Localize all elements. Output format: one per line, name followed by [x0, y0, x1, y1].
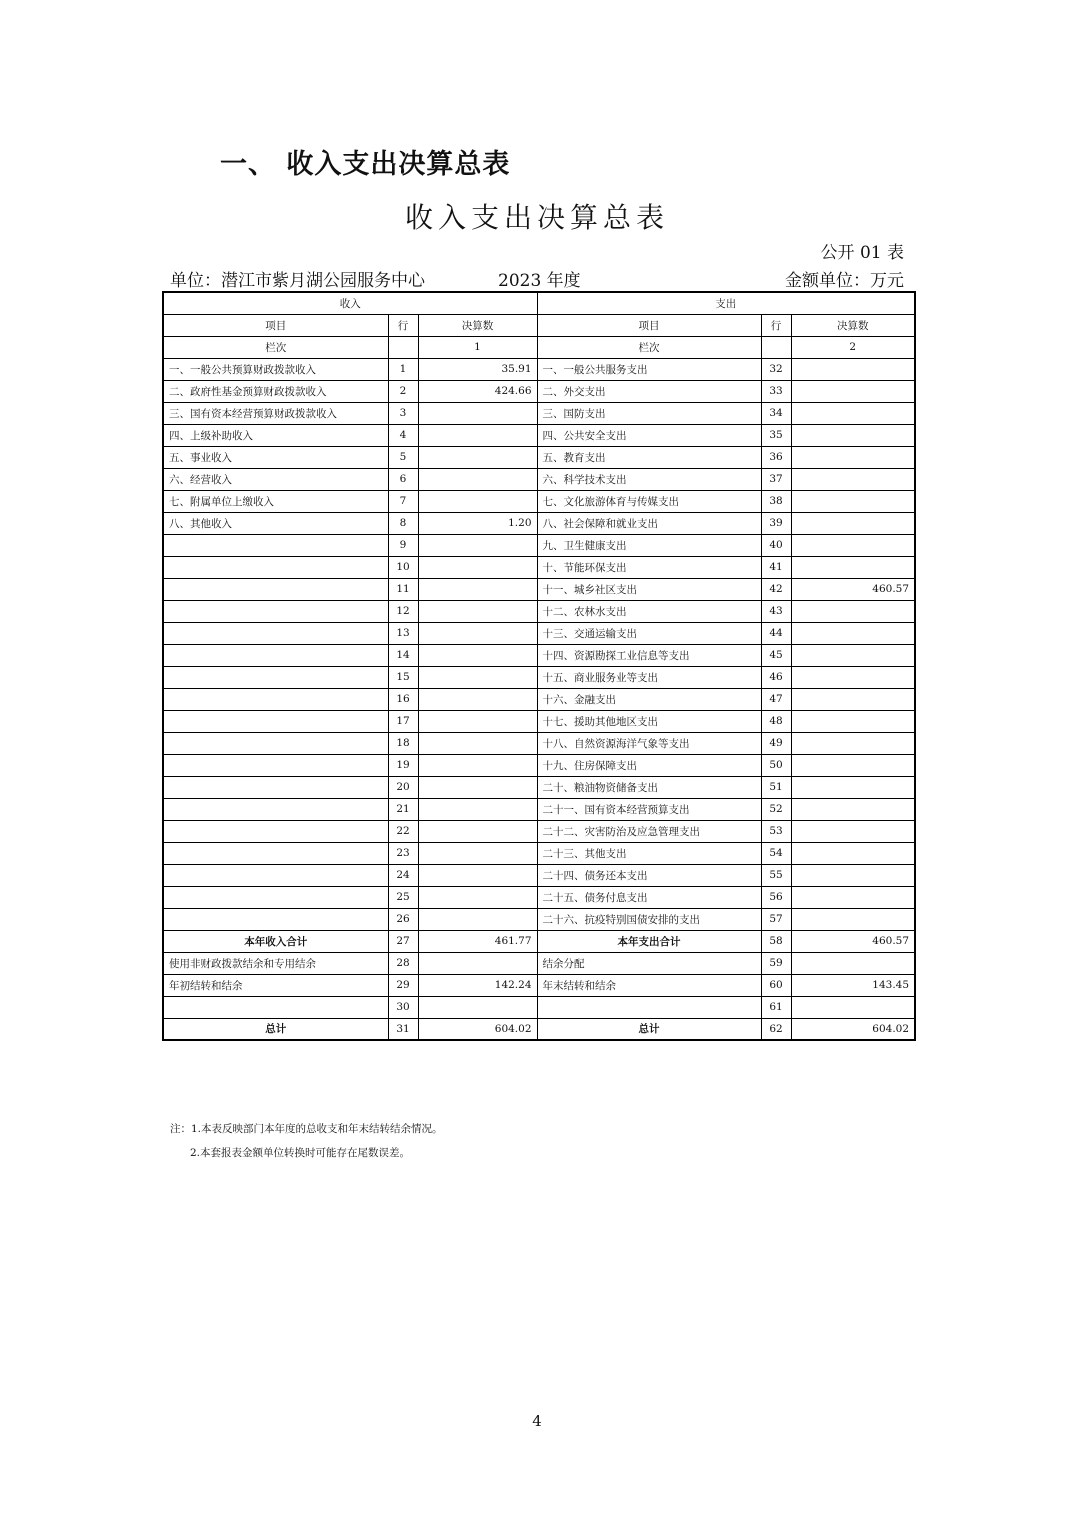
expense-index-label: 栏次	[537, 336, 761, 358]
table-row	[163, 446, 915, 468]
table-row	[163, 732, 915, 754]
expense-amount	[791, 600, 915, 622]
income-amount	[418, 754, 537, 776]
income-group-header: 收入	[163, 292, 537, 314]
income-item	[163, 886, 388, 908]
money-unit: 金额单位：万元	[785, 271, 904, 291]
expense-index-number: 2	[791, 336, 915, 358]
expense-row-number: 40	[761, 534, 791, 556]
income-row-number: 2	[388, 380, 418, 402]
expense-item: 二十五、债务付息支出	[537, 886, 761, 908]
income-item: 年初结转和结余	[163, 974, 388, 996]
reporting-unit: 单位：潜江市紫月湖公园服务中心	[170, 271, 425, 291]
expense-row-number: 37	[761, 468, 791, 490]
form-code: 公开 01 表	[820, 243, 904, 263]
income-amount	[418, 996, 537, 1018]
expense-row-number: 39	[761, 512, 791, 534]
income-row-number: 3	[388, 402, 418, 424]
income-item: 八、其他收入	[163, 512, 388, 534]
income-amount	[418, 556, 537, 578]
income-item	[163, 798, 388, 820]
table-row	[163, 424, 915, 446]
table-row	[163, 556, 915, 578]
expense-item: 二十四、债务还本支出	[537, 864, 761, 886]
expense-row-number: 41	[761, 556, 791, 578]
income-item	[163, 644, 388, 666]
fiscal-year: 2023 年度	[498, 271, 581, 291]
expense-item: 十、节能环保支出	[537, 556, 761, 578]
expense-amount	[791, 490, 915, 512]
income-row-number: 29	[388, 974, 418, 996]
expense-amount	[791, 358, 915, 380]
income-row-number: 8	[388, 512, 418, 534]
income-item: 五、事业收入	[163, 446, 388, 468]
expense-item: 十八、自然资源海洋气象等支出	[537, 732, 761, 754]
expense-item-header: 项目	[537, 314, 761, 336]
expense-row-number: 34	[761, 402, 791, 424]
income-amount	[418, 600, 537, 622]
income-item	[163, 556, 388, 578]
income-index-number: 1	[418, 336, 537, 358]
expense-row-number: 33	[761, 380, 791, 402]
expense-group-header: 支出	[537, 292, 915, 314]
income-item	[163, 820, 388, 842]
expense-amount	[791, 424, 915, 446]
income-amount	[418, 644, 537, 666]
income-item	[163, 776, 388, 798]
income-amount	[418, 798, 537, 820]
income-row-header: 行	[388, 314, 418, 336]
income-item: 一、一般公共预算财政拨款收入	[163, 358, 388, 380]
income-row-number: 24	[388, 864, 418, 886]
income-row-number: 6	[388, 468, 418, 490]
table-row	[163, 380, 915, 402]
expense-row-number: 62	[761, 1018, 791, 1040]
expense-row-number: 38	[761, 490, 791, 512]
income-item: 总计	[163, 1018, 388, 1040]
income-item	[163, 710, 388, 732]
expense-amount	[791, 732, 915, 754]
expense-item: 总计	[537, 1018, 761, 1040]
expense-row-number: 50	[761, 754, 791, 776]
income-item	[163, 996, 388, 1018]
expense-row-number: 54	[761, 842, 791, 864]
table-row	[163, 578, 915, 600]
notes	[170, 1117, 443, 1165]
expense-item: 十七、援助其他地区支出	[537, 710, 761, 732]
table-row	[163, 776, 915, 798]
expense-row-number: 49	[761, 732, 791, 754]
expense-amount	[791, 842, 915, 864]
table-row	[163, 490, 915, 512]
table-row	[163, 842, 915, 864]
table-row	[163, 974, 915, 996]
income-amount	[418, 490, 537, 512]
expense-row-number: 51	[761, 776, 791, 798]
income-item	[163, 688, 388, 710]
income-amount	[418, 908, 537, 930]
income-row-number: 1	[388, 358, 418, 380]
income-row-number: 17	[388, 710, 418, 732]
expense-row-number: 44	[761, 622, 791, 644]
income-amount	[418, 864, 537, 886]
expense-row-number: 52	[761, 798, 791, 820]
income-row-number: 13	[388, 622, 418, 644]
expense-amount	[791, 776, 915, 798]
table-row	[163, 512, 915, 534]
expense-item: 五、教育支出	[537, 446, 761, 468]
income-row-number: 26	[388, 908, 418, 930]
table-row	[163, 358, 915, 380]
expense-amount	[791, 908, 915, 930]
income-row-number: 10	[388, 556, 418, 578]
income-index-row	[388, 336, 418, 358]
income-row-number: 16	[388, 688, 418, 710]
income-item: 三、国有资本经营预算财政拨款收入	[163, 402, 388, 424]
note-1: 注：1.本表反映部门本年度的总收支和年末结转结余情况。	[170, 1123, 443, 1135]
income-item	[163, 578, 388, 600]
expense-item: 二十一、国有资本经营预算支出	[537, 798, 761, 820]
income-item: 七、附属单位上缴收入	[163, 490, 388, 512]
table-row	[163, 754, 915, 776]
page-number: 4	[532, 1412, 542, 1430]
income-row-number: 19	[388, 754, 418, 776]
income-amount	[418, 776, 537, 798]
income-amount: 1.20	[418, 512, 537, 534]
income-row-number: 30	[388, 996, 418, 1018]
expense-index-row	[761, 336, 791, 358]
expense-row-number: 57	[761, 908, 791, 930]
expense-item: 二十三、其他支出	[537, 842, 761, 864]
expense-item: 九、卫生健康支出	[537, 534, 761, 556]
income-item	[163, 534, 388, 556]
income-amount	[418, 402, 537, 424]
expense-amount-header: 决算数	[791, 314, 915, 336]
expense-row-number: 53	[761, 820, 791, 842]
expense-amount	[791, 952, 915, 974]
income-row-number: 23	[388, 842, 418, 864]
expense-row-number: 48	[761, 710, 791, 732]
table-row	[163, 820, 915, 842]
table-row	[163, 666, 915, 688]
income-amount	[418, 952, 537, 974]
expense-row-number: 36	[761, 446, 791, 468]
expense-row-number: 45	[761, 644, 791, 666]
expense-amount: 604.02	[791, 1018, 915, 1040]
table-row	[163, 864, 915, 886]
table-row	[163, 930, 915, 952]
expense-item: 十九、住房保障支出	[537, 754, 761, 776]
expense-item: 十五、商业服务业等支出	[537, 666, 761, 688]
income-amount	[418, 886, 537, 908]
income-amount: 142.24	[418, 974, 537, 996]
table-row	[163, 908, 915, 930]
table-row	[163, 644, 915, 666]
income-row-number: 11	[388, 578, 418, 600]
expense-amount	[791, 688, 915, 710]
expense-item: 十三、交通运输支出	[537, 622, 761, 644]
table-row	[163, 402, 915, 424]
income-row-number: 25	[388, 886, 418, 908]
column-header-row	[163, 314, 915, 336]
income-row-number: 4	[388, 424, 418, 446]
column-index-row	[163, 336, 915, 358]
expense-amount	[791, 820, 915, 842]
expense-amount	[791, 446, 915, 468]
income-amount	[418, 446, 537, 468]
expense-amount	[791, 402, 915, 424]
expense-amount	[791, 710, 915, 732]
expense-row-number: 60	[761, 974, 791, 996]
income-item: 二、政府性基金预算财政拨款收入	[163, 380, 388, 402]
income-row-number: 27	[388, 930, 418, 952]
income-item: 本年收入合计	[163, 930, 388, 952]
expense-amount: 143.45	[791, 974, 915, 996]
income-item	[163, 864, 388, 886]
table-row	[163, 710, 915, 732]
table-row	[163, 688, 915, 710]
income-item	[163, 732, 388, 754]
expense-item: 八、社会保障和就业支出	[537, 512, 761, 534]
income-amount	[418, 578, 537, 600]
income-item	[163, 666, 388, 688]
expense-item: 一、一般公共服务支出	[537, 358, 761, 380]
expense-row-number: 61	[761, 996, 791, 1018]
expense-item: 二十六、抗疫特别国债安排的支出	[537, 908, 761, 930]
income-item	[163, 754, 388, 776]
expense-item: 结余分配	[537, 952, 761, 974]
expense-row-number: 32	[761, 358, 791, 380]
income-item	[163, 908, 388, 930]
expense-item	[537, 996, 761, 1018]
income-amount	[418, 468, 537, 490]
income-row-number: 14	[388, 644, 418, 666]
income-amount	[418, 820, 537, 842]
expense-row-header: 行	[761, 314, 791, 336]
table-row	[163, 468, 915, 490]
income-row-number: 20	[388, 776, 418, 798]
expense-row-number: 35	[761, 424, 791, 446]
income-row-number: 5	[388, 446, 418, 468]
expense-amount	[791, 864, 915, 886]
expense-item: 十六、金融支出	[537, 688, 761, 710]
expense-item: 二十、粮油物资储备支出	[537, 776, 761, 798]
expense-row-number: 58	[761, 930, 791, 952]
expense-amount	[791, 754, 915, 776]
expense-item: 本年支出合计	[537, 930, 761, 952]
income-amount: 604.02	[418, 1018, 537, 1040]
income-amount	[418, 688, 537, 710]
income-amount	[418, 666, 537, 688]
income-amount	[418, 424, 537, 446]
income-row-number: 15	[388, 666, 418, 688]
note-2: 2.本套报表金额单位转换时可能存在尾数误差。	[190, 1147, 411, 1159]
expense-amount	[791, 666, 915, 688]
income-row-number: 12	[388, 600, 418, 622]
income-item	[163, 600, 388, 622]
expense-amount: 460.57	[791, 930, 915, 952]
table-row	[163, 798, 915, 820]
income-row-number: 18	[388, 732, 418, 754]
expense-amount	[791, 512, 915, 534]
income-row-number: 22	[388, 820, 418, 842]
income-item: 四、上级补助收入	[163, 424, 388, 446]
expense-amount: 460.57	[791, 578, 915, 600]
expense-amount	[791, 798, 915, 820]
expense-item: 七、文化旅游体育与传媒支出	[537, 490, 761, 512]
expense-item: 十二、农林水支出	[537, 600, 761, 622]
income-item	[163, 842, 388, 864]
section-heading: 一、 收入支出决算总表	[220, 149, 511, 180]
income-item: 使用非财政拨款结余和专用结余	[163, 952, 388, 974]
income-amount	[418, 842, 537, 864]
expense-row-number: 59	[761, 952, 791, 974]
table-row	[163, 996, 915, 1018]
expense-item: 十一、城乡社区支出	[537, 578, 761, 600]
expense-item: 十四、资源勘探工业信息等支出	[537, 644, 761, 666]
income-item-header: 项目	[163, 314, 388, 336]
income-row-number: 28	[388, 952, 418, 974]
expense-amount	[791, 468, 915, 490]
table-row	[163, 600, 915, 622]
income-amount: 424.66	[418, 380, 537, 402]
table-row	[163, 534, 915, 556]
income-amount: 461.77	[418, 930, 537, 952]
expense-item: 二、外交支出	[537, 380, 761, 402]
income-amount: 35.91	[418, 358, 537, 380]
expense-amount	[791, 622, 915, 644]
expense-item: 二十二、灾害防治及应急管理支出	[537, 820, 761, 842]
expense-row-number: 56	[761, 886, 791, 908]
income-row-number: 31	[388, 1018, 418, 1040]
expense-row-number: 55	[761, 864, 791, 886]
income-amount-header: 决算数	[418, 314, 537, 336]
group-header-row	[163, 292, 915, 314]
income-row-number: 9	[388, 534, 418, 556]
expense-row-number: 46	[761, 666, 791, 688]
table-row	[163, 622, 915, 644]
expense-row-number: 43	[761, 600, 791, 622]
expense-item: 四、公共安全支出	[537, 424, 761, 446]
expense-item: 三、国防支出	[537, 402, 761, 424]
expense-item: 六、科学技术支出	[537, 468, 761, 490]
expense-amount	[791, 534, 915, 556]
income-amount	[418, 732, 537, 754]
income-amount	[418, 534, 537, 556]
income-amount	[418, 710, 537, 732]
expense-amount	[791, 380, 915, 402]
expense-amount	[791, 886, 915, 908]
expense-amount	[791, 556, 915, 578]
table-row	[163, 952, 915, 974]
expense-amount	[791, 996, 915, 1018]
table-title: 收入支出决算总表	[404, 201, 669, 234]
expense-row-number: 47	[761, 688, 791, 710]
table-row	[163, 886, 915, 908]
income-item	[163, 622, 388, 644]
income-expense-table	[162, 291, 916, 1041]
table-row	[163, 1018, 915, 1040]
income-row-number: 21	[388, 798, 418, 820]
expense-row-number: 42	[761, 578, 791, 600]
income-item: 六、经营收入	[163, 468, 388, 490]
income-amount	[418, 622, 537, 644]
expense-amount	[791, 644, 915, 666]
income-row-number: 7	[388, 490, 418, 512]
expense-item: 年末结转和结余	[537, 974, 761, 996]
income-index-label: 栏次	[163, 336, 388, 358]
